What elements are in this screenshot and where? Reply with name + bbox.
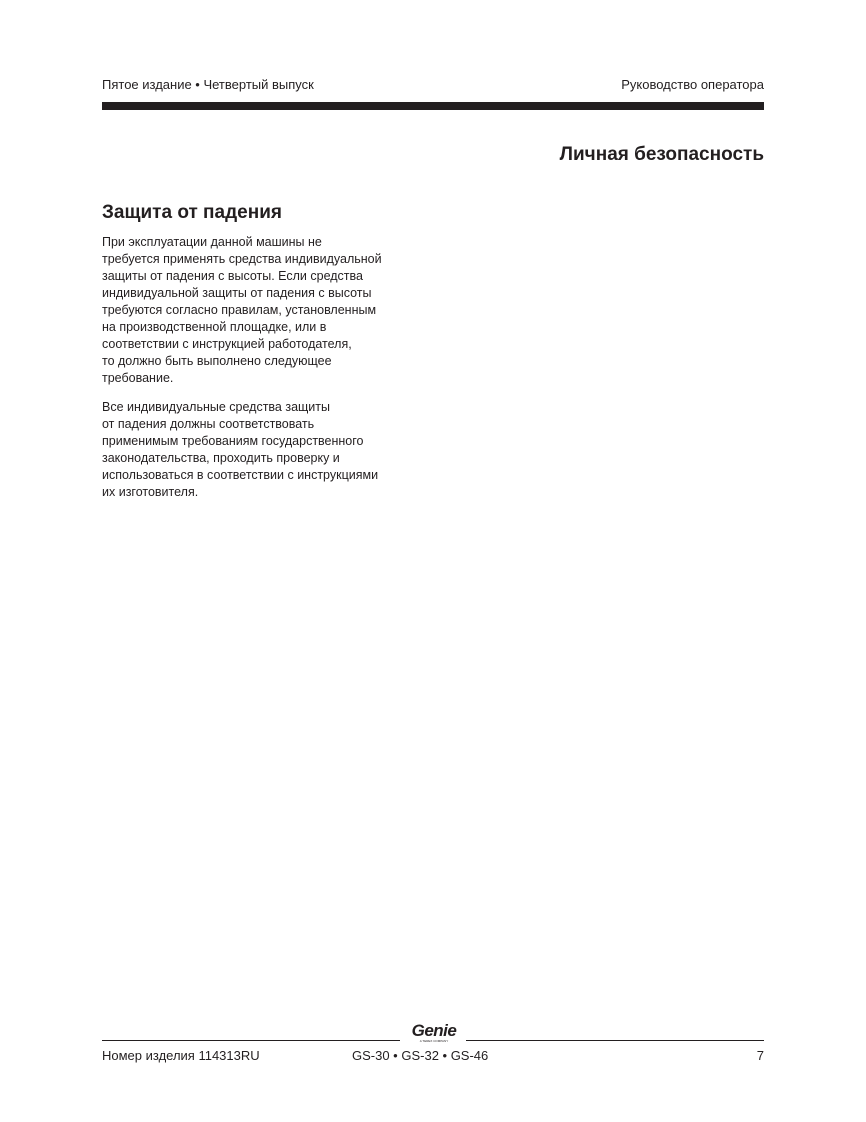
text-line: их изготовителя.	[102, 485, 199, 499]
text-line: требуются согласно правилам, установленным	[102, 303, 377, 317]
header-rule	[102, 102, 764, 110]
text-line: При эксплуатации данной машины не	[102, 235, 322, 249]
text-line: защиты от падения с высоты. Если средства	[102, 269, 363, 283]
logo-tagline: A TEREX COMPANY	[419, 1039, 449, 1043]
text-line: от падения должны соответствовать	[102, 417, 315, 431]
text-line: то должно быть выполнено следующее	[102, 354, 332, 368]
text-line: применимым требованиям государственного	[102, 434, 364, 448]
genie-logo	[404, 1022, 464, 1043]
footer-rule-right	[466, 1040, 764, 1041]
text-line: использоваться в соответствии с инструкциями	[102, 468, 379, 482]
text-line: законодательства, проходить проверку и	[102, 451, 340, 465]
paragraph-2	[102, 399, 378, 501]
text-line: Все индивидуальные средства защиты	[102, 400, 331, 414]
heading: Защита от падения	[102, 202, 282, 223]
header-manual-title: Руководство оператора	[621, 77, 764, 92]
text-line: соответствии с инструкцией работодателя,	[102, 337, 352, 351]
paragraph-1	[102, 234, 382, 387]
section-title: Личная безопасность	[559, 144, 764, 165]
part-number: Номер изделия 114313RU	[102, 1048, 260, 1063]
page-number: 7	[756, 1048, 764, 1063]
logo-wordmark: Genie	[411, 1021, 457, 1040]
footer-rule-left	[102, 1040, 400, 1041]
header-edition: Пятое издание • Четвертый выпуск	[102, 77, 314, 92]
text-line: индивидуальной защиты от падения с высоты	[102, 286, 372, 300]
text-line: на производственной площадке, или в	[102, 320, 327, 334]
text-line: требуется применять средства индивидуальной	[102, 252, 382, 266]
models: GS-30 • GS-32 • GS-46	[352, 1048, 489, 1063]
text-line: требование.	[102, 371, 174, 385]
